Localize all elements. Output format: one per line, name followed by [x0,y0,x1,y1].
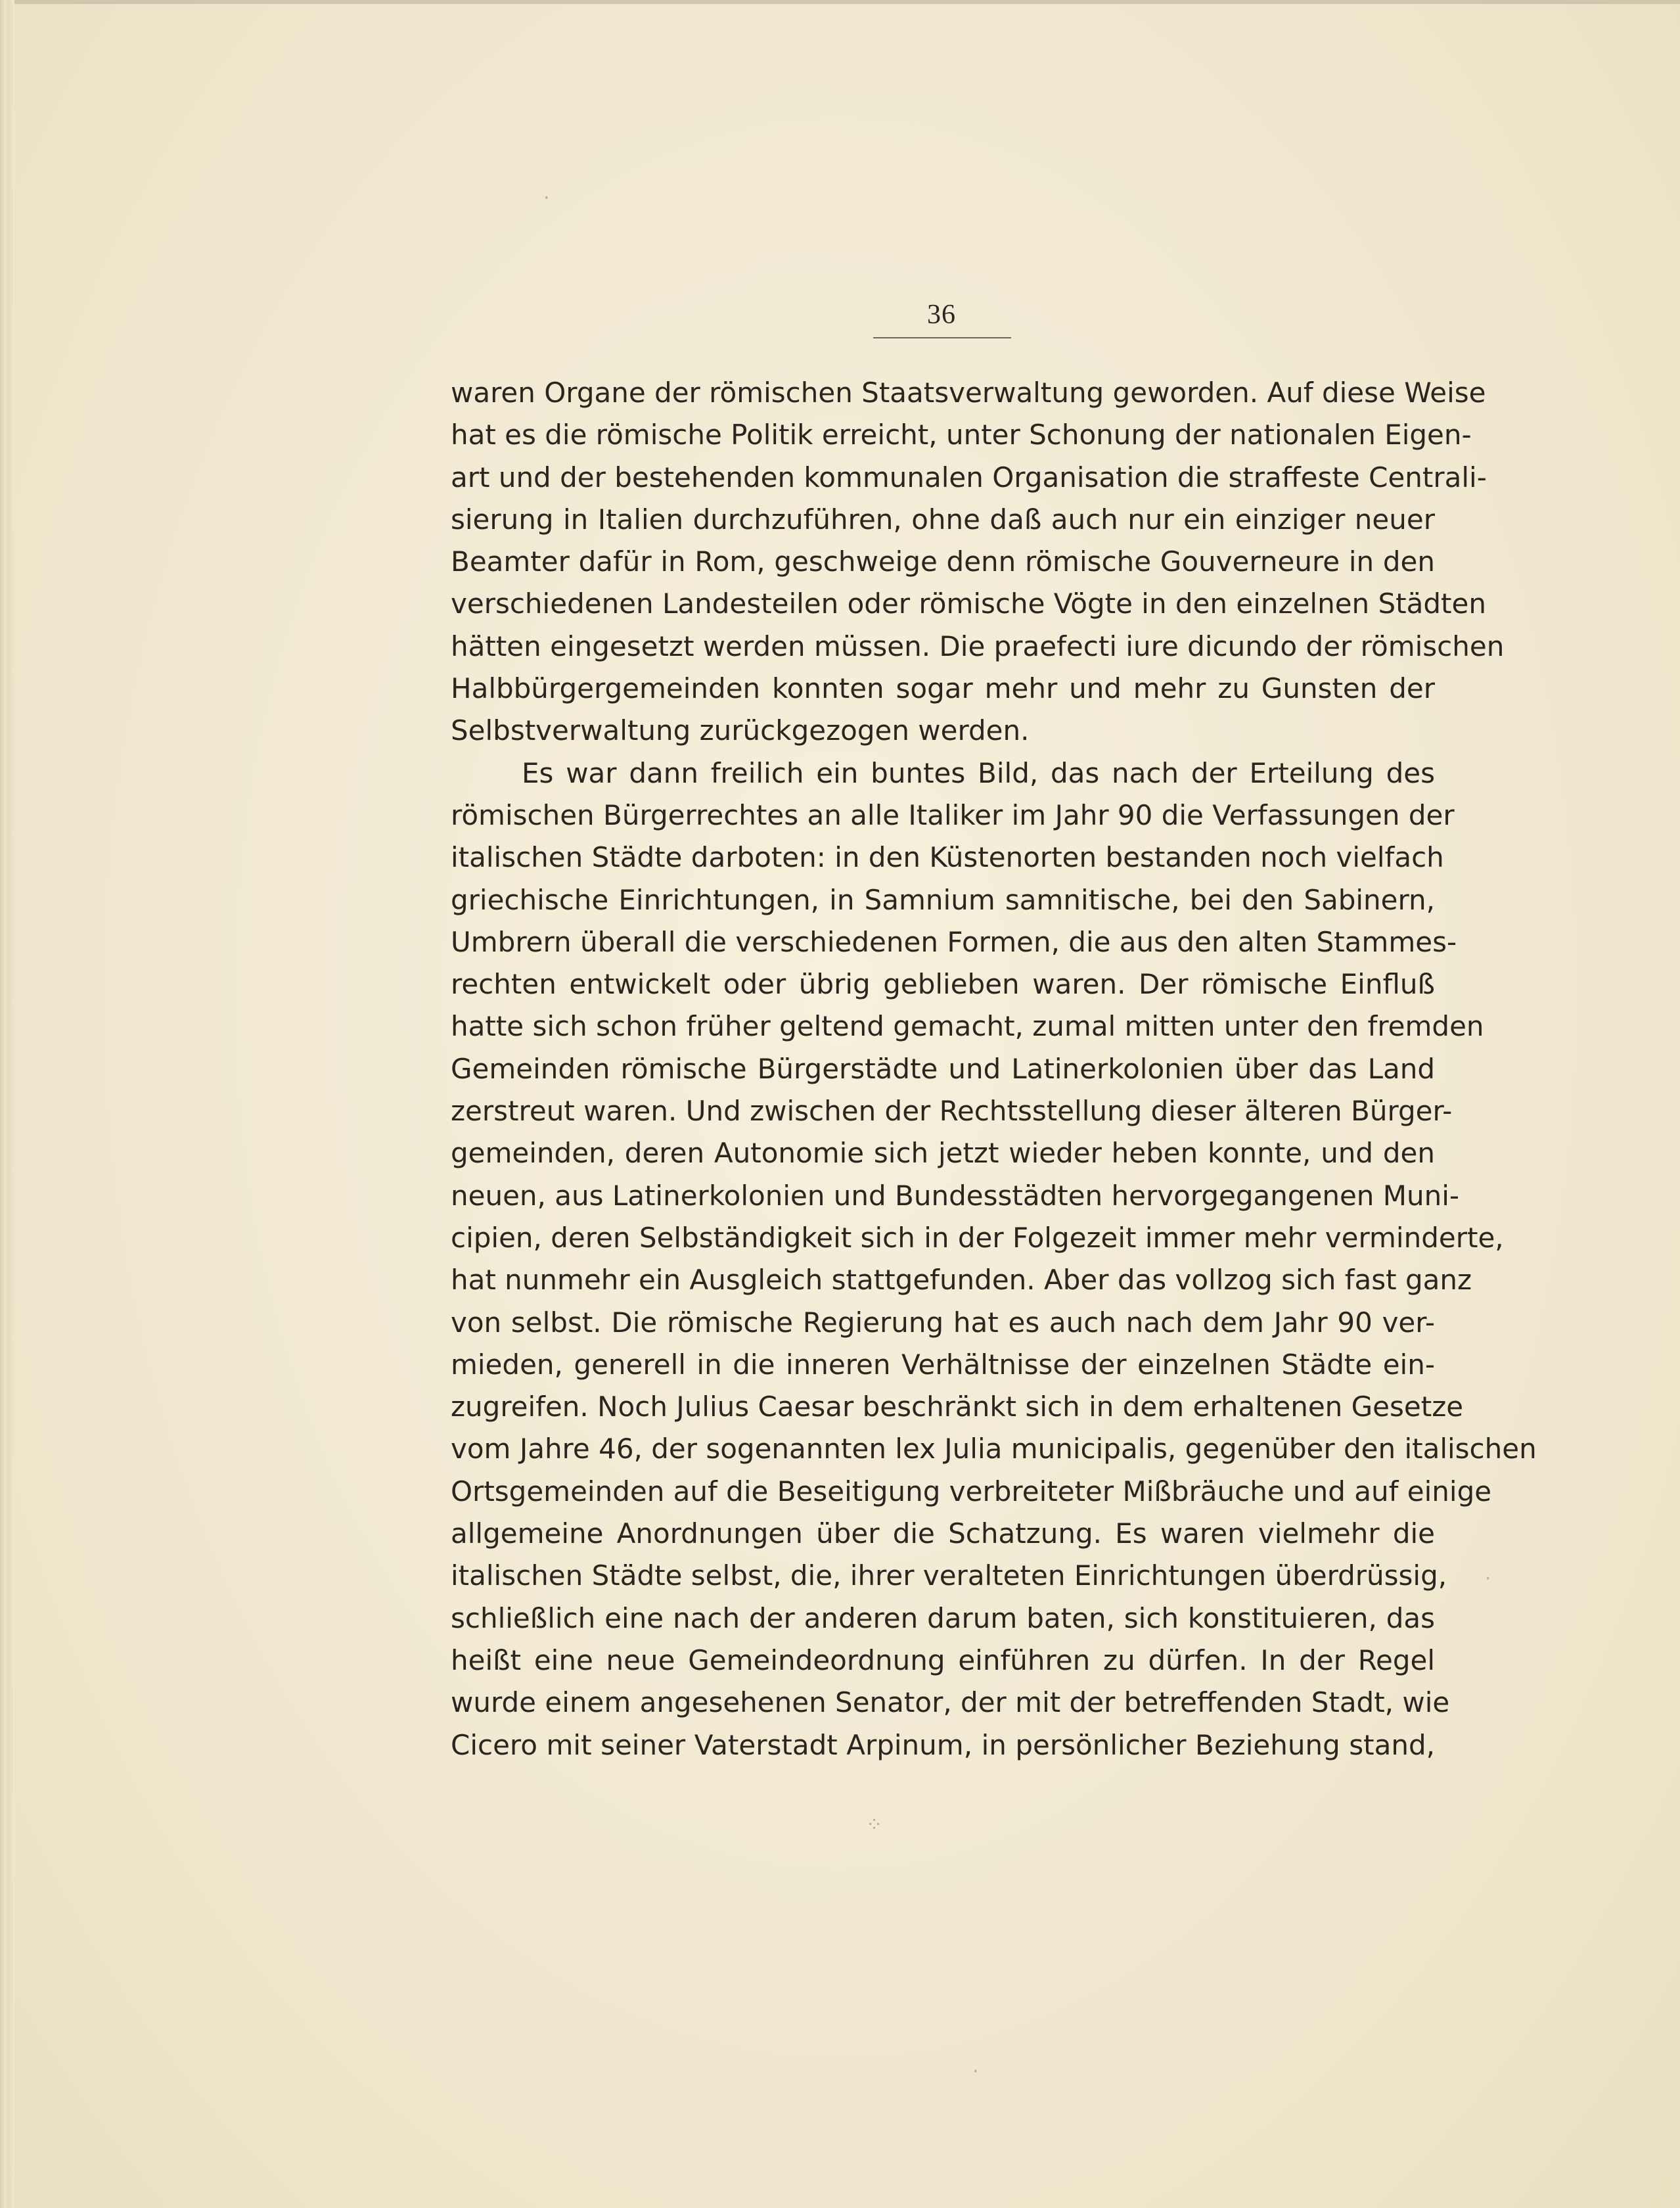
paper-speck: · [543,187,550,210]
paper-speck: · [1485,1567,1491,1590]
page-top-edge [0,0,1680,4]
text-line: waren Organe der römischen Staatsverwaltung geworden. Auf diese Weise [451,377,1486,409]
text-line: hatte sich schon früher geltend gemacht, zumal mitten unter den fremden [451,1010,1484,1043]
text-line: Gemeinden römische Bürgerstädte und Latinerkolonien über das Land [451,1052,1435,1085]
text-line: rechten entwickelt oder übrig geblieben waren. Der römische Einfluß [451,968,1435,1001]
text-line: vom Jahre 46, der sogenannten lex Julia municipalis, gegenüber den italischen [451,1433,1537,1465]
text-line: zugreifen. Noch Julius Caesar beschränkt sich in dem erhaltenen Gesetze [451,1391,1464,1423]
text-line: italischen Städte darboten: in den Küstenorten bestanden noch vielfach [451,841,1444,874]
header-rule [873,337,1011,338]
text-line: neuen, aus Latinerkolonien und Bundesstädten hervorgegangenen Muni- [451,1179,1460,1212]
text-line: griechische Einrichtungen, in Samnium samnitische, bei den Sabinern, [451,883,1435,916]
text-line: zerstreut waren. Und zwischen der Rechtsstellung dieser älteren Bürger- [451,1095,1453,1128]
text-line: römischen Bürgerrechtes an alle Italiker im Jahr 90 die Verfassungen der [451,798,1455,831]
text-line: wurde einem angesehenen Senator, der mit der betreffenden Stadt, wie [451,1686,1450,1719]
text-line: hat nunmehr ein Ausgleich stattgefunden. Aber das vollzog sich fast ganz [451,1264,1472,1297]
text-line: heißt eine neue Gemeindeordnung einführen zu dürfen. In der Regel [451,1644,1435,1676]
text-line: allgemeine Anordnungen über die Schatzung. Es waren vielmehr die [451,1517,1435,1550]
text-line: cipien, deren Selbständigkeit sich in der Folgezeit immer mehr verminderte, [451,1221,1504,1254]
text-line: hätten eingesetzt werden müssen. Die praefecti iure dicundo der römischen [451,630,1505,662]
text-line: Cicero mit seiner Vaterstadt Arpinum, in persönlicher Beziehung stand, [451,1728,1435,1761]
paragraph-start-line: Es war dann freilich ein buntes Bild, das nach der Erteilung des [522,756,1435,789]
text-line: gemeinden, deren Autonomie sich jetzt wieder heben konnte, und den [451,1137,1435,1170]
text-line: italischen Städte selbst, die, ihrer veralteten Einrichtungen überdrüssig, [451,1559,1447,1592]
body-text [451,372,1537,1766]
text-line: verschiedenen Landesteilen oder römische Vögte in den einzelnen Städten [451,587,1486,620]
text-line: art und der bestehenden kommunalen Organisation die straffeste Centrali- [451,461,1487,494]
text-line: Umbrern überall die verschiedenen Formen, die aus den alten Stammes- [451,925,1457,958]
paper-speck: · [972,2060,979,2083]
text-line: mieden, generell in die inneren Verhältnisse der einzelnen Städte ein- [451,1348,1435,1381]
paragraph-end-line: Selbstverwaltung zurückgezogen werden. [451,714,1030,747]
text-line: Beamter dafür in Rom, geschweige denn römische Gouverneure in den [451,545,1435,578]
paper-speck: ⁘ [866,1814,883,1837]
page-binding-edge [0,0,14,2208]
text-line: hat es die römische Politik erreicht, unter Schonung der nationalen Eigen- [451,419,1472,451]
text-line: Ortsgemeinden auf die Beseitigung verbreiteter Mißbräuche und auf einige [451,1475,1492,1507]
text-line: sierung in Italien durchzuführen, ohne daß auch nur ein einziger neuer [451,503,1435,536]
page-number: 36 [927,300,956,330]
text-line: Halbbürgergemeinden konnten sogar mehr und mehr zu Gunsten der [451,672,1435,705]
text-line: von selbst. Die römische Regierung hat es auch nach dem Jahr 90 ver- [451,1306,1435,1339]
text-line: schließlich eine nach der anderen darum baten, sich konstituieren, das [451,1601,1435,1634]
